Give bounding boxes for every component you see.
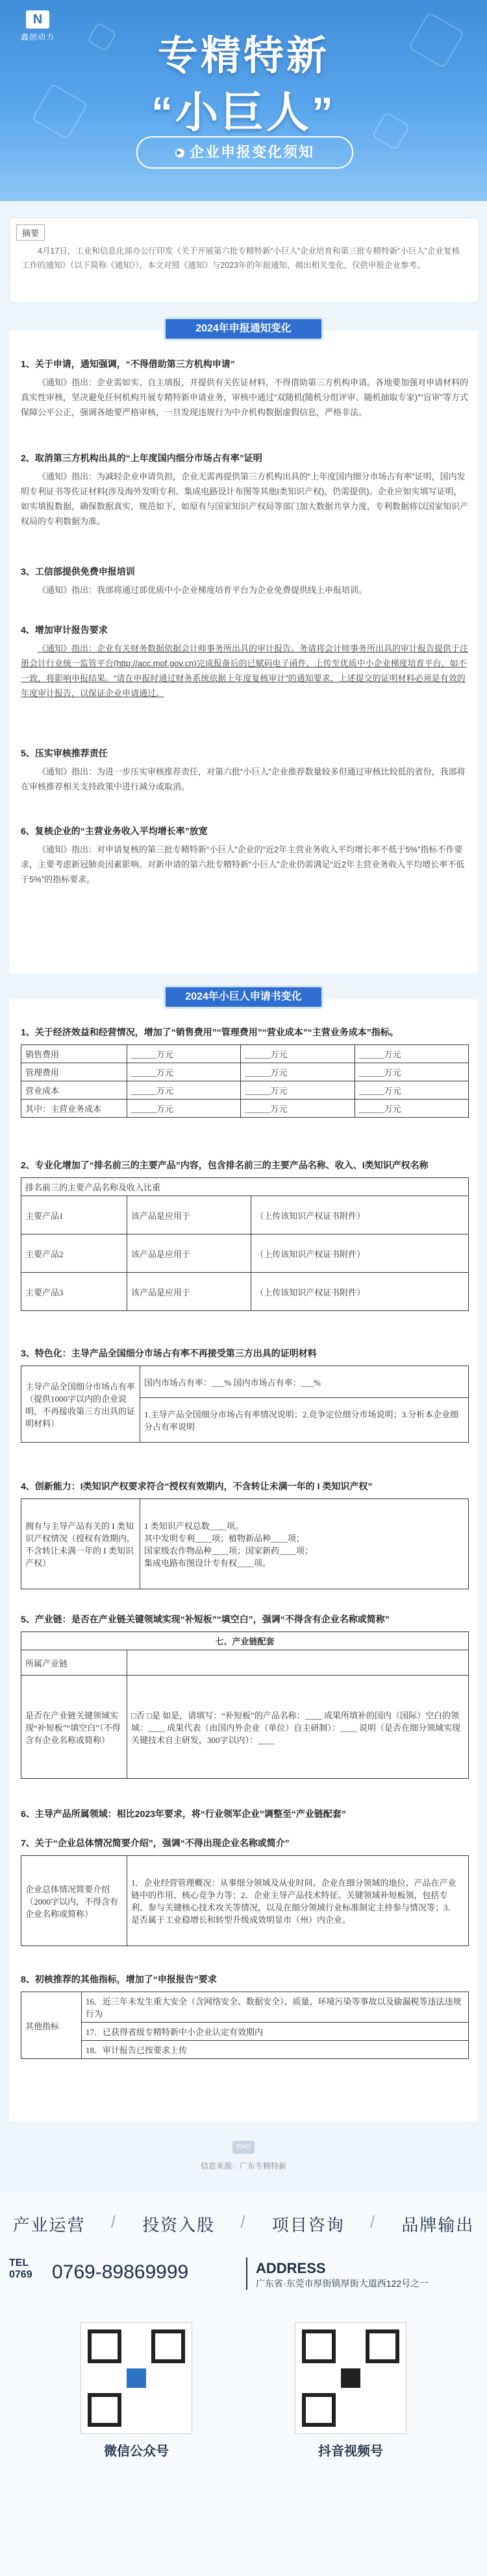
hero-subtitle: ▶ 企业申报变化须知 [136,136,353,169]
overview-table: 企业总体情况简要介绍（2000字以内，不得含有企业名称或简称） 1．企业经营管理概况：从事细分领域及从业时间、企业在细分领域的地位、产品在产业链中的作用、核心竞争力等；2．企业主导产品技术特征。关键领域补短板领，包括专利、参与关键核心技术攻关等情况，以及在细分领域行业标准制定主持参与情况等；3．是否属于工业稳增长和转型升级成效明显市（州）内企业。 [21,1855,469,1946]
app-item-3: 3、特色化：主导产品全国细分市场占有率不再接受第三方出具的证明材料 主导产品全国细分市场占有率（提供1000字以内的企业说明，不再接收第三方出具的证明材料） 国内市场占有率：___% 国内市场占有率：___% 1.主导产品全国细分市场占有率情况说明；2.竞争定位细分市场说明；3.分析本企业细分占有率说明 [21,1346,469,1443]
play-icon: ▶ [175,149,184,158]
hero-title-line2: “小巨人” [151,88,336,136]
abstract-panel [9,217,479,303]
service-item: 品牌输出 [401,2215,475,2235]
info-source: 信息来源：广东专精特新 [200,2161,286,2171]
section-title-application: 2024年小巨人申请书变化 [166,987,321,1007]
tel-label: TEL 0769 [9,2257,32,2280]
wechat-qr-block: 微信公众号 [71,2322,201,2459]
service-item: 投资入股 [142,2215,216,2235]
footer [0,2193,487,2576]
service-item: 产业运营 [12,2215,86,2235]
douyin-qr-code[interactable] [295,2322,406,2434]
app-item-5: 5、产业链：是否在产业链关键领域实现“补短板”“填空白”，强调“不得含有企业名称或简称” 七、产业链配套 所属产业链 是否在产业链关键领域实现“补短板”“填空白”（不得含有企业名称或简称） □否 □是 如是，请填写：“补短板”的产品名称：____ 成果所填补的国内（国际）空白的领域：____ 成果代表（由国内外企业（单位）自主研制）：____ 说明（是否在细分领域实现关键技术自主研发，300字以内）：____ [21,1612,469,1779]
abstract-tag: 摘要 [16,224,45,241]
hero-title-line1: 专精特新 [157,34,329,78]
app-item-2: 2、专业化增加了“排名前三的主要产品”内容，包含排名前三的主要产品名称、收入、I类知识产权名称 排名前三的主要产品名称及收入比重 主要产品1 该产品是应用于 （上传该知识产权证书附件） 主要产品2 该产品是应用于 （上传该知识产权证书附件） 主要产品3 该产品是应用于 （上传该知识产权证书附件） [21,1158,469,1311]
expense-table: 销售费用 ______万元 ______万元 ______万元 管理费用 ______万元 ______万元 ______万元 营业成本 ______万元 ______万元 ______万元 其中：主营业务成本 ______万元 ______万元 ______万元 [21,1044,469,1118]
app-item-7: 7、关于“企业总体情况简要介绍”，强调“不得出现企业名称或简介” 企业总体情况简要介绍（2000字以内，不得含有企业名称或简称） 1．企业经营管理概况：从事细分领域及从业时间、企业在细分领域的地位、产品在产业链中的作用、核心竞争力等；2．企业主导产品技术特征。关键领域补短板领，包括专利、参与关键核心技术攻关等情况，以及在细分领域行业标准制定主持参与情况等；3．是否属于工业稳增长和转型升级成效明显市（州）内企业。 [21,1836,469,1946]
service-list: 产业运营 / 投资入股 / 项目咨询 / 品牌输出 [12,2212,475,2235]
application-changes-panel [9,999,478,2121]
market-share-table: 主导产品全国细分市场占有率（提供1000字以内的企业说明，不再接收第三方出具的证明材料） 国内市场占有率：___% 国内市场占有率：___% 1.主导产品全国细分市场占有率情况说明；2.竞争定位细分市场说明；3.分析本企业细分占有率说明 [21,1366,469,1443]
other-indicators-table: 其他指标 16．近三年未发生重大安全（含网络安全、数据安全）、质量、环境污染等事故以及偷漏税等违法违规行为 17．已获得省级专精特新中小企业认定有效期内 18．审计报告已按要求上传 [21,1992,469,2059]
notice-item-5: 5、压实审核推荐责任 《通知》指出：为进一步压实审核推荐责任，对第六批“小巨人”企业推荐数量较多但通过审核比较低的省份，我部将在审核推荐相关支持政策中进行减分或取消。 [21,748,466,791]
app-item-1: 1、关于经济效益和经营情况，增加了“销售费用”“管理费用”“营业成本”“主营业务成本”指标。 销售费用 ______万元 ______万元 ______万元 管理费用 ______万元 ______万元 ______万元 营业成本 ______万元 ______万元 ______万元 其中：主营业务成本 ______万元 ______万元 ______万元 [21,1025,469,1118]
tel-number: 0769-89869999 [52,2261,189,2283]
notice-item-1: 1、关于申请，通知强调，“不得借助第三方机构申请” 《通知》指出：企业需如实、自主填报，并提供有关佐证材料，不得借助第三方机构申请。各地要加强对申请材料的真实性审核，坚决避免任何机构开展专精特新申请业务，审核中通过“双随机(随机分组评审、随机抽取专家)”“盲审”等方式保障公平公正，强调各地要严格审核，一旦发现违规行为中介机构数据虚假信息，严格非法。 [21,359,469,417]
hero-banner [0,0,487,201]
app-item-4: 4、创新能力：I类知识产权要求符合“授权有效期内，不含转让未满一年的 I 类知识产权” 拥有与主导产品有关的 I 类知识产权情况（授权有效期内，不含转让未满一年的 I 类知识产权） 1 类知识产权总数____项。 其中发明专利____项；植物新品种____项； 国家级农作物品种____项；国家新药____项； 集成电路布图设计专有权____项。 [21,1479,469,1589]
abstract-text: 4月17日，工业和信息化部办公厅印发《关于开展第六批专精特新“小巨人”企业培育和第三批专精特新“小巨人”企业复核工作的通知》（以下简称《通知》）。本文对照《通知》与2023年的年报通知，揭出相关变化，仅供申报企业参考。 [21,247,460,270]
top-products-table: 排名前三的主要产品名称及收入比重 主要产品1 该产品是应用于 （上传该知识产权证书附件） 主要产品2 该产品是应用于 （上传该知识产权证书附件） 主要产品3 该产品是应用于 （上传该知识产权证书附件） [21,1177,469,1311]
notice-item-2: 2、取消第三方机构出具的“上年度国内细分市场占有率”证明 《通知》指出：为减轻企业申请负担，企业无需再提供第三方机构出具的“上年度国内细分市场占有率”证明，国内发明专利证书等佐证材料(涉及海外发明专利、集成电路设计布图等其他I类知识产权)，仍需提供)。企业应如实填写证明，如实填报数据，确保数据真实，规范如下，如原有与国家知识产权局等部门加大数据共享力度，专利数据将以国家知识产权局的专利数据为准。 [21,453,469,526]
address-label: ADDRESS [256,2260,326,2276]
douyin-qr-block: 抖音视频号 [286,2322,416,2459]
section-title-notice: 2024年申报通知变化 [166,319,321,339]
notice-item-3: 3、工信部提供免费申报培训 《通知》指出：我部将通过部优质中小企业梯度培育平台为企业免费提供线上申报培训。 [21,566,368,595]
end-icon: END [232,2141,255,2154]
industry-chain-table: 七、产业链配套 所属产业链 是否在产业链关键领域实现“补短板”“填空白”（不得含有企业名称或简称） □否 □是 如是，请填写：“补短板”的产品名称：____ 成果所填补的国内（国际）空白的领域：____ 成果代表（由国内外企业（单位）自主研制）：____ 说明（是否在细分领域实现关键技术自主研发，300字以内）：____ [21,1631,469,1779]
notice-item-6: 6、复核企业的“主营业务收入平均增长率”放宽 《通知》指出：对申请复核的第三批专精特新“小巨人”企业的“近2年主营业务收入平均增长率不低于5%”指标不作要求，主要考虑新冠肺炎因素影响。对新申请的第六批专精特新“小巨人”企业仍需满足“近2年主营业务收入平均增长率不低于5%”的指标要求。 [21,826,465,884]
notice-item-4: 4、增加审计报告要求 《通知》指出：企业有关财务数据依据会计师事务所出具的审计报告。务请将会计师事务所出具的审计报告提供于注册会计行业统一监管平台(http://acc.mof.gov.cn)完成报备后的已赋码电子函件，上传至优质中小企业梯度培育平台，如不一致，将影响申报结果。“请在申报时通过财务系统依据上年度复核审计”的通知要求，上述提交的证明材料必须是有效的年度审计报告，以保证企业申请通过。 [21,625,469,698]
contact-row [9,2257,478,2296]
app-item-6: 6、主导产品所属领域：相比2023年要求，将“行业领军企业”调整至“产业链配套” [21,1809,346,1819]
service-item: 项目咨询 [271,2215,345,2235]
brand-logo: N 鑫创动力 [12,10,64,49]
wechat-qr-code[interactable] [81,2322,192,2434]
address: 广东省·东莞市厚街镇厚街大道西122号之一 [256,2278,429,2289]
app-item-8: 8、初核推荐的其他指标，增加了“申报报告”要求 其他指标 16．近三年未发生重大安全（含网络安全、数据安全）、质量、环境污染等事故以及偷漏税等违法违规行为 17．已获得省级专精特新中小企业认定有效期内 18．审计报告已按要求上传 [21,1972,469,2059]
ip-table: 拥有与主导产品有关的 I 类知识产权情况（授权有效期内，不含转让未满一年的 I 类知识产权） 1 类知识产权总数____项。 其中发明专利____项；植物新品种____项； 国家级农作物品种____项；国家新药____项； 集成电路布图设计专有权____项。 [21,1499,469,1589]
notice-changes-panel [9,331,478,973]
